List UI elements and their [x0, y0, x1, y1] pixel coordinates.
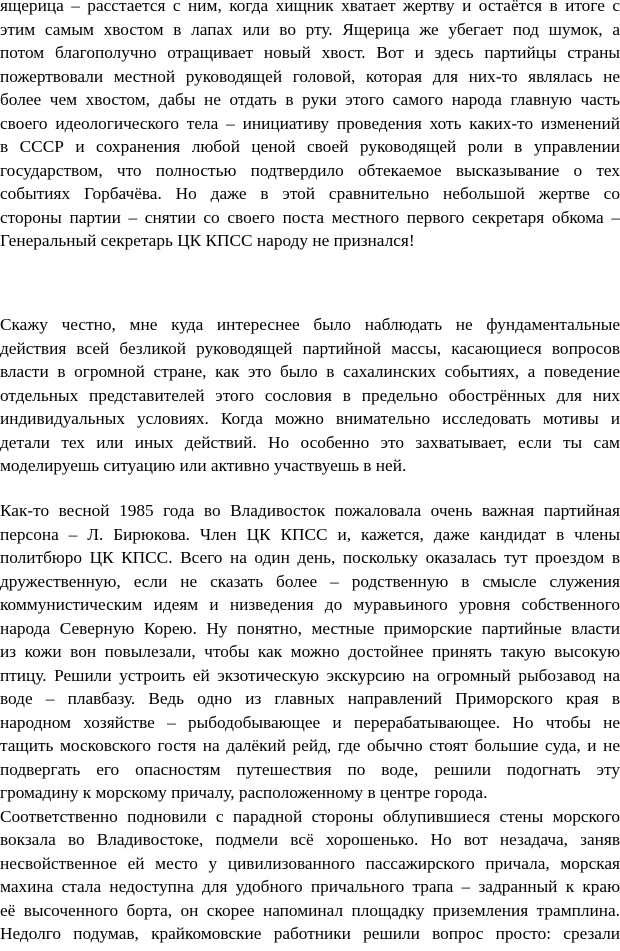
text-line: персона – Л. Бирюкова. Член ЦК КПСС и, кажется, даже кандидат в члены [0, 524, 620, 544]
text-line: индивидуальных условиях. Когда можно внимательно исследовать мотивы и [0, 409, 620, 428]
text-line: коммунистическим идеям и низведения до муравьиного уровня собственного [0, 595, 620, 614]
text-line: воде – плавбазу. Ведь одно из главных направлений Приморского края в [0, 689, 620, 708]
text-line: моделируешь ситуацию или активно участвуешь в ней. [0, 456, 407, 475]
paragraph-2 [0, 313, 620, 478]
text-line: политбюро ЦК КПСС. Всего на один день, поскольку оказалась тут проездом в [0, 548, 620, 567]
text-line: государством, что полностью подтвердило обтекаемое высказывание о тех [0, 160, 620, 180]
text-line: из кожи вон повылезали, чтобы как можно достойнее принять такую высокую [0, 642, 620, 661]
paragraph-3 [0, 499, 620, 946]
text-line: этим самым хвостом в лапах или во рту. Ящерица же убегает под шумок, а [0, 19, 620, 39]
text-line: Недолго подумав, крайкомовские работники решили вопрос просто: срезали [0, 924, 620, 943]
text-line: Скажу честно, мне куда интереснее было наблюдать не фундаментальные [0, 315, 620, 334]
text-line: в СССР и сохранения любой ценой своей руководящей роли в управлении [0, 137, 620, 156]
text-line: её высоченного борта, он скорее напоминал площадку приземления трамплина. [0, 900, 620, 920]
text-line: Как-то весной 1985 года во Владивосток пожаловала очень важная партийная [0, 501, 620, 520]
text-line: Соответственно подновили с парадной стороны облупившиеся стены морского [0, 806, 620, 826]
text-line: событиях Горбачёва. Но даже в этой сравнительно небольшой жертве со [0, 184, 620, 203]
text-line: пожертвовали местной руководящей головой, которая для них-то являлась не [0, 66, 620, 86]
text-line: ящерица – расстается с ним, когда хищник хватает жертву и остаётся в итоге с [0, 0, 620, 15]
text-line: народа Северную Корею. Ну понятно, местные приморские партийные власти [0, 618, 620, 638]
text-line: дружественную, если не сказать более – родственную в смысле служения [0, 571, 620, 591]
text-line: потом благополучно отращивает новый хвост. Вот и здесь партийцы страны [0, 43, 620, 62]
text-line: несвойственное ей место у цивилизованного пассажирского причала, морская [0, 853, 620, 873]
text-line: более чем хвостом, дабы не отдать в руки этого самого народа главную часть [0, 90, 620, 109]
text-line: птицу. Решили устроить ей экзотическую экскурсию на огромный рыбозавод на [0, 665, 620, 685]
text-line: громадину к морскому причалу, расположенному в центре города. [0, 783, 488, 802]
text-line: действия всей безликой руководящей партийной массы, касающиеся вопросов [0, 338, 620, 358]
text-line: народном хозяйстве – рыбодобывающее и перерабатывающее. Но чтобы не [0, 712, 620, 732]
text-line: стороны партии – снятии со своего поста местного первого секретаря обкома – [0, 207, 620, 227]
text-line: тащить московского гостя на далёкий рейд, где обычно стоят большие суда, и не [0, 736, 620, 755]
text-line: отдельных представителей этого сословия в предельно обострённых для них [0, 385, 620, 405]
text-line: своего идеологического тела – инициативу проведения хоть каких-то изменений [0, 113, 620, 133]
text-line: махина стала недоступна для удобного причального трапа – задранный к краю [0, 877, 620, 896]
text-line: подвергать его опасностям путешествия по воде, решили подогнать эту [0, 759, 620, 779]
text-line: власти в огромной стране, как это было в сахалинских событиях, а поведение [0, 362, 620, 381]
text-line: детали тех или иных действий. Но особенно это захватывает, если ты сам [0, 432, 620, 452]
paragraph-1 [0, 0, 620, 253]
text-line: вокзала во Владивостоке, подмели всё хорошенько. Но вот незадача, заняв [0, 830, 620, 849]
text-line: Генеральный секретарь ЦК КПСС народу не признался! [0, 231, 415, 250]
